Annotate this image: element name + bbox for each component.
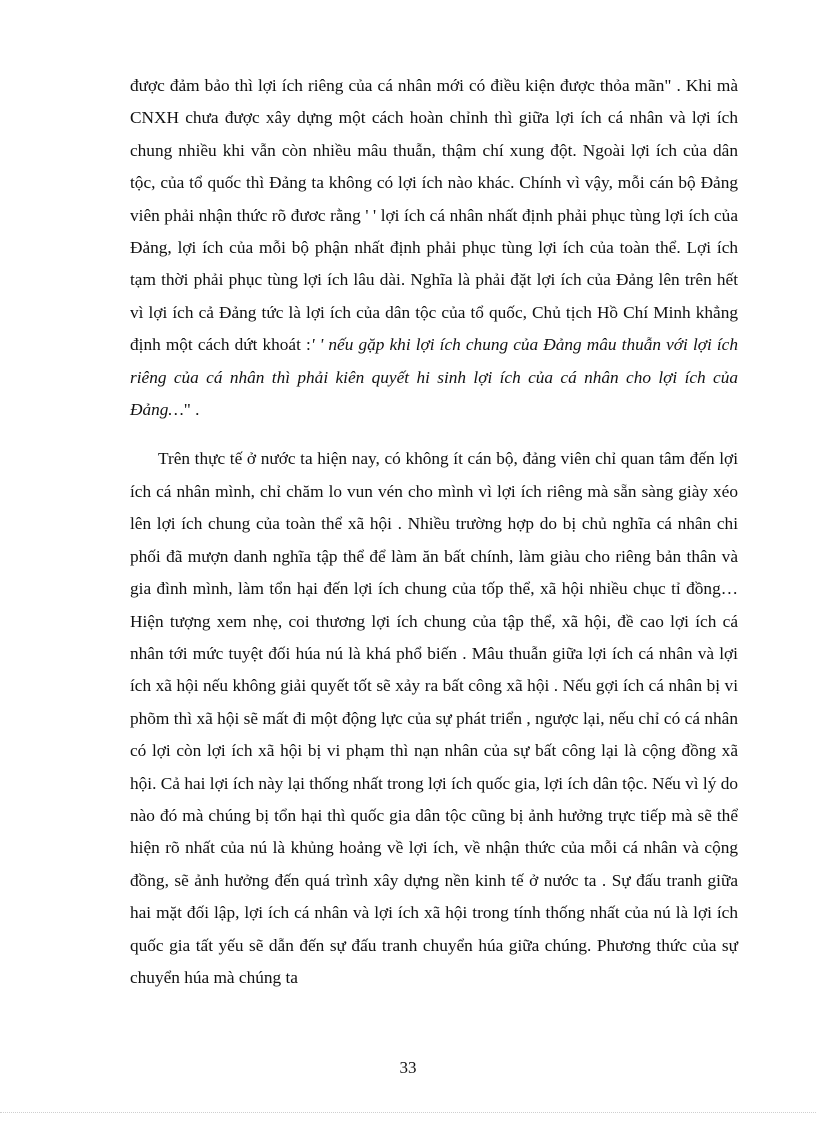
paragraph-1-text: được đảm bảo thì lợi ích riêng của cá nhân mới có điều kiện được thỏa mãn" . Khi mà CNXH chưa được xây dựng một cách hoàn chỉnh thì giữa lợi ích cá nhân và lợi ích chung nhiều khi vẫn còn nhiều mâu thuẫn, thậm chí xung đột. Ngoài lợi ích của dân tộc, của tổ quốc thì Đảng ta không có lợi ích nào khác. Chính vì vậy, mỗi cán bộ Đảng viên phải nhận thức rõ đươc rằng ' ' lợi ích cá nhân nhất định phải phục tùng lợi ích của Đảng, lợi ích của mỗi bộ phận nhất định phải phục tùng lợi ích của toàn thể. Lợi ích tạm thời phải phục tùng lợi ích lâu dài. Nghĩa là phải đặt lợi ích của Đảng lên trên hết vì lợi ích cả Đảng tức là lợi ích của dân tộc của tổ quốc, Chủ tịch Hồ Chí Minh khẳng định một cách dứt khoát : [130,76,738,355]
paragraph-1-closing: " . [183,400,200,420]
ho-chi-minh-quote: ' ' nếu gặp khi lợi ích chung của Đảng mâu thuẫn với lợi ích riêng của cá nhân thì phải kiên quyết hi sinh lợi ích của cá nhân cho lợi ích của Đảng… [130,335,738,420]
page-body [130,70,738,994]
paragraph-1 [130,70,738,426]
paragraph-2: Trên thực tế ở nước ta hiện nay, có không ít cán bộ, đảng viên chỉ quan tâm đến lợi ích cá nhân mình, chỉ chăm lo vun vén cho mình vì lợi ích riêng mà sẵn sàng giày xéo lên lợi ích chung của toàn thể xã hội . Nhiều trường hợp do bị chủ nghĩa cá nhân chi phối đã mượn danh nghĩa tập thể để làm ăn bất chính, làm giàu cho riêng bản thân và gia đình mình, làm tổn hại đến lợi ích chung của tốp thể, xã hội nhiều chục tỉ đồng… Hiện tượng xem nhẹ, coi thương lợi ích chung của tập thể, xã hội, đề cao lợi ích cá nhân tới mức tuyệt đối húa nú là khá phổ biến . Mâu thuẫn giữa lợi ích cá nhân và lợi ích xã hội nếu không giải quyết tốt sẽ xảy ra bất công xã hội . Nếu gợi ích cá nhân bị vi phõm thì xã hội sẽ mất đi một động lực của sự phát triển , ngược lại, nếu chỉ có cá nhân có lợi còn lợi ích xã hội bị vi phạm thì nạn nhân của sự bất công lại là cộng đồng xã hội. Cả hai lợi ích này lại thống nhất trong lợi ích quốc gia, lợi ích dân tộc. Nếu vì lý do nào đó mà chúng bị tổn hại thì quốc gia dân tộc cũng bị ảnh hưởng trực tiếp mà sẽ thể hiện rõ nhất của nú là khủng hoảng về lợi ích, về nhận thức của mỗi cá nhân và cộng đồng, sẽ ảnh hưởng đến quá trình xây dựng nền kinh tế ở nước ta . Sự đấu tranh giữa hai mặt đối lập, lợi ích cá nhân và lợi ích xã hội trong tính thống nhất của nú là lợi ích quốc gia tất yếu sẽ dẫn đến sự đấu tranh chuyển húa giữa chúng. Phương thức của sự chuyển húa mà chúng ta [130,449,738,987]
page-number: 33 [399,1058,417,1077]
page-bottom-divider [0,1112,816,1113]
